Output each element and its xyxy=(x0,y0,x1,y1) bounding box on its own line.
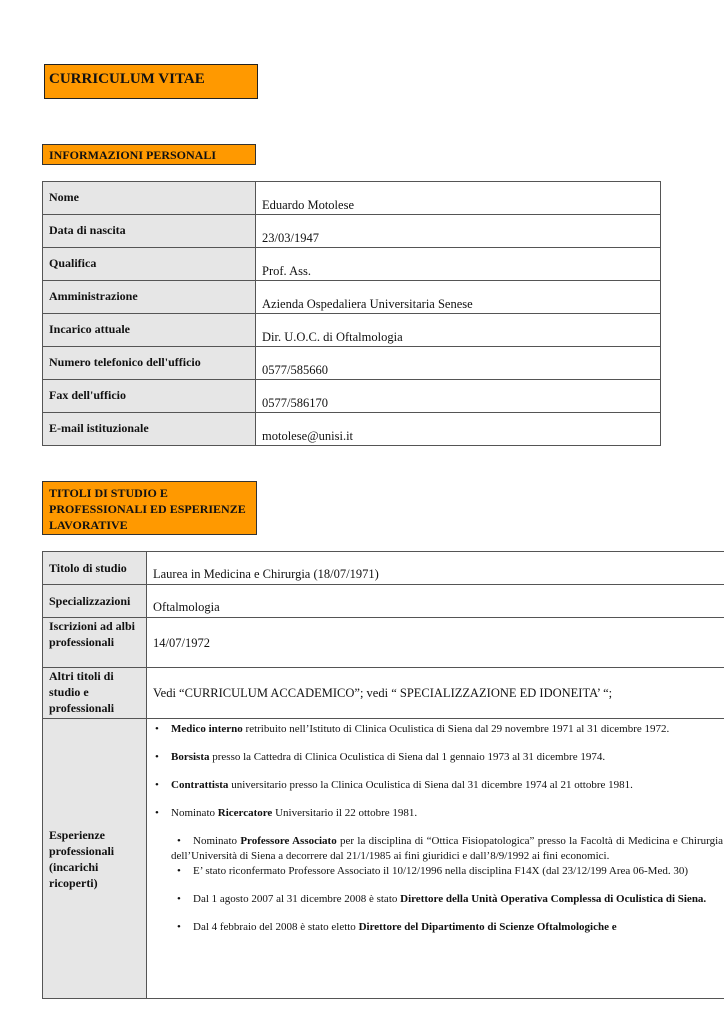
row-value: 0577/585660 xyxy=(256,347,661,380)
bold-text: Contrattista xyxy=(171,779,229,791)
row-value: Oftalmologia xyxy=(147,585,724,618)
bold-text: Ricercatore xyxy=(217,807,273,819)
table-row xyxy=(43,618,724,668)
row-value: Dir. U.O.C. di Oftalmologia xyxy=(256,314,661,347)
row-label: Fax dell'ufficio xyxy=(43,380,256,413)
text: Dal 1 agosto 2007 al 31 dicembre 2008 è stato xyxy=(193,893,401,905)
row-label: Iscrizioni ad albi professionali xyxy=(43,618,147,668)
row-label: Qualifica xyxy=(43,248,256,281)
row-label: Titolo di studio xyxy=(43,552,147,585)
table-row xyxy=(43,380,661,413)
experience-item xyxy=(147,864,724,879)
row-value: 0577/586170 xyxy=(256,380,661,413)
row-label: Esperienze professionali (incarichi ricoperti) xyxy=(43,719,147,999)
row-value: Azienda Ospedaliera Universitaria Senese xyxy=(256,281,661,314)
text: Nominato xyxy=(171,807,218,819)
table-row xyxy=(43,314,661,347)
studies-table xyxy=(42,551,724,999)
row-label: Specializzazioni xyxy=(43,585,147,618)
bold-text: Direttore della Unità Operativa Complessa di Oculistica di Siena. xyxy=(400,893,707,905)
table-row xyxy=(43,182,661,215)
experience-item xyxy=(147,778,724,793)
bold-text: Medico interno xyxy=(171,723,243,735)
row-label: Amministrazione xyxy=(43,281,256,314)
experience-item xyxy=(147,920,724,935)
experience-item xyxy=(147,892,724,907)
row-value: Laurea in Medicina e Chirurgia (18/07/1971) xyxy=(147,552,724,585)
cv-title: CURRICULUM VITAE xyxy=(44,64,258,99)
row-value: Eduardo Motolese xyxy=(256,182,661,215)
experience-item xyxy=(147,806,724,821)
text: Nominato xyxy=(193,835,241,847)
bold-text: Direttore del Dipartimento di Scienze Oftalmologiche e xyxy=(358,921,617,933)
experience-item xyxy=(147,834,724,864)
table-row xyxy=(43,585,724,618)
personal-info-table xyxy=(42,181,661,446)
row-label: E-mail istituzionale xyxy=(43,413,256,446)
experience-item xyxy=(147,722,724,737)
row-value: Vedi “CURRICULUM ACCADEMICO”; vedi “ SPECIALIZZAZIONE ED IDONEITA’ “; xyxy=(147,668,724,719)
table-row xyxy=(43,215,661,248)
table-row xyxy=(43,347,661,380)
table-row xyxy=(43,719,724,999)
text: Dal 4 febbraio del 2008 è stato eletto xyxy=(193,921,359,933)
row-label: Numero telefonico dell'ufficio xyxy=(43,347,256,380)
row-value: motolese@unisi.it xyxy=(256,413,661,446)
table-row xyxy=(43,552,724,585)
table-row xyxy=(43,413,661,446)
row-value: 14/07/1972 xyxy=(147,618,724,668)
row-label: Data di nascita xyxy=(43,215,256,248)
row-value: 23/03/1947 xyxy=(256,215,661,248)
row-label: Altri titoli di studio e professionali xyxy=(43,668,147,719)
text: universitario presso la Clinica Oculistica di Siena dal 31 dicembre 1974 al 21 ottobre 1981. xyxy=(228,779,633,791)
row-label: Incarico attuale xyxy=(43,314,256,347)
experience-item xyxy=(147,750,724,765)
table-row xyxy=(43,668,724,719)
bold-text: Professore Associato xyxy=(240,835,337,847)
row-label: Nome xyxy=(43,182,256,215)
experience-list-cell xyxy=(147,719,724,999)
text: E’ stato riconfermato Professore Associato il 10/12/1996 nella disciplina F14X (dal 23/12/199 Area 06-Med. 30) xyxy=(193,865,689,877)
section-heading-studies: TITOLI DI STUDIO E PROFESSIONALI ED ESPERIENZE LAVORATIVE xyxy=(42,481,257,535)
table-row xyxy=(43,248,661,281)
text: presso la Cattedra di Clinica Oculistica di Siena dal 1 gennaio 1973 al 31 dicembre 1974. xyxy=(209,751,606,763)
bold-text: Borsista xyxy=(171,751,210,763)
table-row xyxy=(43,281,661,314)
text: retribuito nell’Istituto di Clinica Oculistica di Siena dal 29 novembre 1971 al 31 dicembre 1972. xyxy=(242,723,670,735)
text: per la disciplina di “Ottica Fisiopatologica” presso la Facoltà di Medicina e Chirurgia dell’Università di Siena a decorrere dal 21/1/1985 ai fini giuridici e dall’8/9/1992 ai fini economici. xyxy=(171,835,724,862)
row-value: Prof. Ass. xyxy=(256,248,661,281)
section-heading-personal: INFORMAZIONI PERSONALI xyxy=(42,144,256,165)
text: Universitario il 22 ottobre 1981. xyxy=(272,807,418,819)
